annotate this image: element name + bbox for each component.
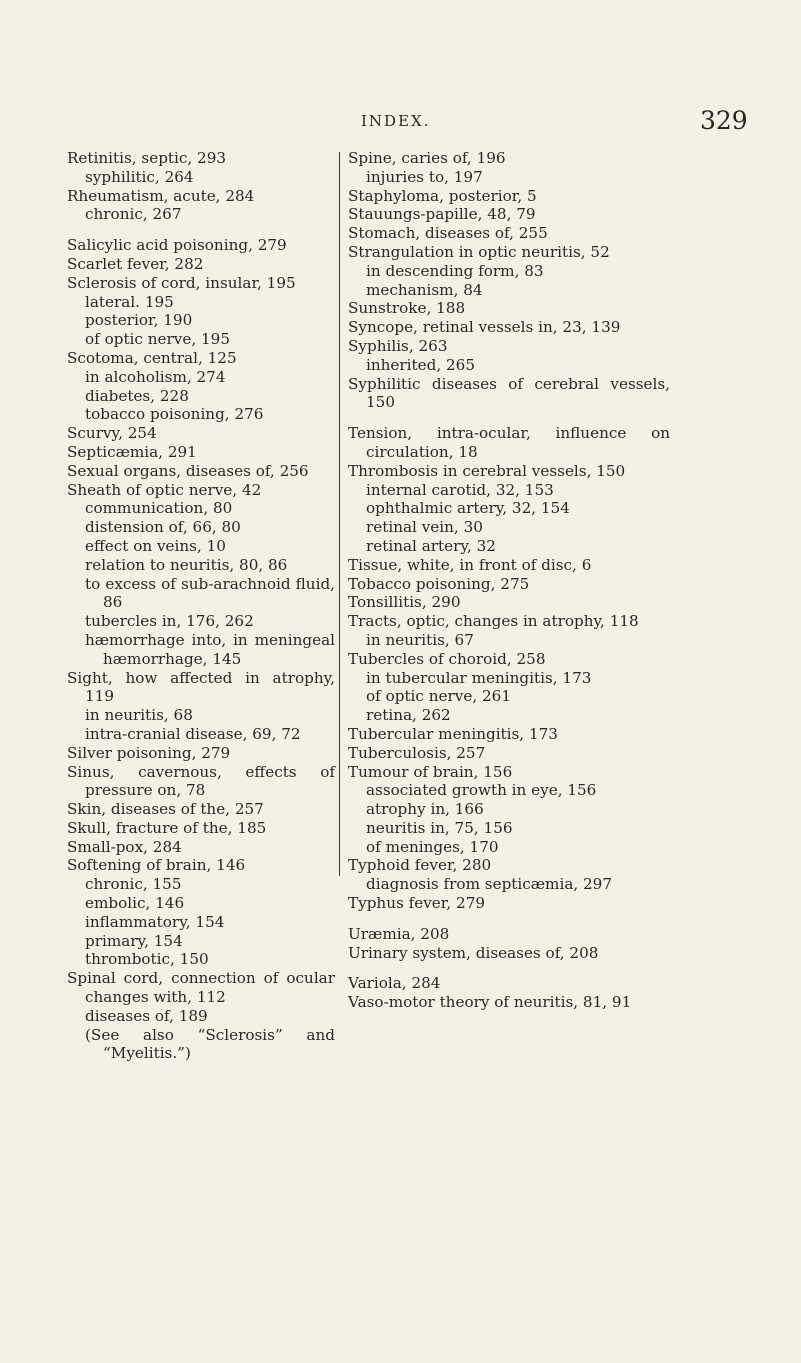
index-entry: Small-pox, 284 bbox=[67, 837, 182, 856]
index-entry: Rheumatism, acute, 284 bbox=[67, 186, 255, 205]
index-subentry: tubercles in, 176, 262 bbox=[85, 612, 254, 631]
index-entry: Softening of brain, 146 bbox=[67, 856, 246, 875]
index-entry: Stomach, diseases of, 255 bbox=[348, 224, 548, 243]
index-subentry: inherited, 265 bbox=[366, 355, 475, 374]
index-subentry: intra-cranial disease, 69, 72 bbox=[85, 724, 301, 743]
index-subentry: effect on veins, 10 bbox=[85, 536, 226, 555]
index-subentry: relation to neuritis, 80, 86 bbox=[85, 555, 288, 574]
index-subentry: internal carotid, 32, 153 bbox=[366, 480, 554, 499]
index-subentry: to excess of sub-arachnoid fluid, 86 bbox=[85, 574, 335, 612]
index-subentry: distension of, 66, 80 bbox=[85, 518, 241, 537]
index-entry: Strangulation in optic neuritis, 52 bbox=[348, 242, 610, 261]
page-header bbox=[0, 106, 801, 142]
index-subentry: atrophy in, 166 bbox=[366, 800, 484, 819]
index-subentry: retinal artery, 32 bbox=[366, 536, 496, 555]
index-entry: Spine, caries of, 196 bbox=[348, 149, 506, 167]
index-entry: Skull, fracture of the, 185 bbox=[67, 818, 267, 837]
index-entry: Tubercular meningitis, 173 bbox=[348, 724, 558, 743]
index-subentry: in neuritis, 68 bbox=[85, 706, 193, 725]
index-subentry: mechanism, 84 bbox=[366, 280, 483, 299]
index-entry: Stauungs-papille, 48, 79 bbox=[348, 205, 536, 224]
index-entry: Staphyloma, posterior, 5 bbox=[348, 186, 537, 205]
index-subentry: communication, 80 bbox=[85, 499, 233, 518]
index-entry: Tension, intra-ocular, influence on circulation, 18 bbox=[348, 424, 670, 461]
index-subentry: diagnosis from septicæmia, 297 bbox=[366, 875, 613, 894]
index-entry: Tumour of brain, 156 bbox=[348, 762, 513, 781]
index-entry: Skin, diseases of the, 257 bbox=[67, 800, 264, 819]
index-subentry: chronic, 267 bbox=[85, 205, 182, 224]
index-subentry: ophthalmic artery, 32, 154 bbox=[366, 499, 570, 518]
index-subentry: inflammatory, 154 bbox=[85, 912, 225, 931]
index-subentry: neuritis in, 75, 156 bbox=[366, 818, 513, 837]
index-entry: Sight, how affected in atrophy, 119 bbox=[67, 668, 335, 706]
page-number: 329 bbox=[700, 106, 748, 135]
index-subentry: of optic nerve, 261 bbox=[366, 687, 511, 706]
index-entry: Syphilis, 263 bbox=[348, 336, 448, 355]
index-subentry: associated growth in eye, 156 bbox=[366, 781, 597, 800]
index-subentry: thrombotic, 150 bbox=[85, 950, 209, 969]
index-entry: Tuberculosis, 257 bbox=[348, 743, 486, 762]
index-entry: Tobacco poisoning, 275 bbox=[348, 574, 530, 593]
index-entry: Septicæmia, 291 bbox=[67, 442, 197, 461]
index-subentry: embolic, 146 bbox=[85, 894, 185, 913]
index-entry: Syphilitic diseases of cerebral vessels, 150 bbox=[348, 374, 670, 412]
index-subentry: retina, 262 bbox=[366, 706, 451, 725]
index-subentry: in tubercular meningitis, 173 bbox=[366, 668, 592, 687]
index-entry: Urinary system, diseases of, 208 bbox=[348, 943, 599, 962]
index-entry: Sexual organs, diseases of, 256 bbox=[67, 461, 309, 480]
index-entry: Scotoma, central, 125 bbox=[67, 348, 237, 367]
index-entry: Sheath of optic nerve, 42 bbox=[67, 480, 262, 499]
running-head: INDEX. bbox=[361, 112, 431, 130]
index-entry: Scurvy, 254 bbox=[67, 424, 157, 443]
index-entry: Variola, 284 bbox=[348, 974, 441, 993]
index-entry: Vaso-motor theory of neuritis, 81, 91 bbox=[348, 993, 632, 1012]
index-subentry: syphilitic, 264 bbox=[85, 167, 194, 186]
index-subentry: chronic, 155 bbox=[85, 875, 182, 894]
index-entry: Tissue, white, in front of disc, 6 bbox=[348, 555, 592, 574]
index-entry: Tonsillitis, 290 bbox=[348, 593, 461, 612]
index-entry: Typhoid fever, 280 bbox=[348, 856, 492, 875]
index-subentry: posterior, 190 bbox=[85, 311, 193, 330]
index-entry: Scarlet fever, 282 bbox=[67, 254, 204, 273]
index-entry: Retinitis, septic, 293 bbox=[67, 149, 227, 167]
index-entry: Silver poisoning, 279 bbox=[67, 743, 231, 762]
index-subentry: primary, 154 bbox=[85, 931, 183, 950]
index-subentry: in descending form, 83 bbox=[366, 261, 544, 280]
index-subentry: of optic nerve, 195 bbox=[85, 330, 230, 349]
index-subentry: retinal vein, 30 bbox=[366, 518, 483, 537]
index-subentry: lateral. 195 bbox=[85, 292, 174, 311]
index-entry: Thrombosis in cerebral vessels, 150 bbox=[348, 461, 626, 480]
index-subentry: diseases of, 189 bbox=[85, 1006, 208, 1025]
index-column-left bbox=[67, 149, 335, 1063]
index-subentry: in alcoholism, 274 bbox=[85, 367, 226, 386]
index-entry: Sunstroke, 188 bbox=[348, 299, 466, 318]
index-subentry: diabetes, 228 bbox=[85, 386, 189, 405]
index-subentry: (See also “Sclerosis” and “Myelitis.”) bbox=[85, 1025, 335, 1063]
index-entry: Tubercles of choroid, 258 bbox=[348, 649, 546, 668]
index-subentry: in neuritis, 67 bbox=[366, 630, 474, 649]
column-divider bbox=[339, 152, 340, 876]
index-entry: Syncope, retinal vessels in, 23, 139 bbox=[348, 318, 621, 337]
index-entry: Typhus fever, 279 bbox=[348, 894, 486, 913]
index-column-right bbox=[348, 149, 670, 1012]
index-entry: Spinal cord, connection of ocular changes with, 112 bbox=[67, 969, 335, 1007]
index-subentry: injuries to, 197 bbox=[366, 167, 483, 186]
index-entry: Tracts, optic, changes in atrophy, 118 bbox=[348, 612, 639, 631]
index-entry: Salicylic acid poisoning, 279 bbox=[67, 236, 287, 255]
index-entry: Sinus, cavernous, effects of pressure on, 78 bbox=[67, 762, 335, 800]
index-subentry: tobacco poisoning, 276 bbox=[85, 405, 264, 424]
index-entry: Uræmia, 208 bbox=[348, 924, 450, 943]
index-subentry: hæmorrhage into, in meningeal hæmorrhage, 145 bbox=[85, 630, 335, 668]
index-entry: Sclerosis of cord, insular, 195 bbox=[67, 273, 296, 292]
index-subentry: of meninges, 170 bbox=[366, 837, 499, 856]
